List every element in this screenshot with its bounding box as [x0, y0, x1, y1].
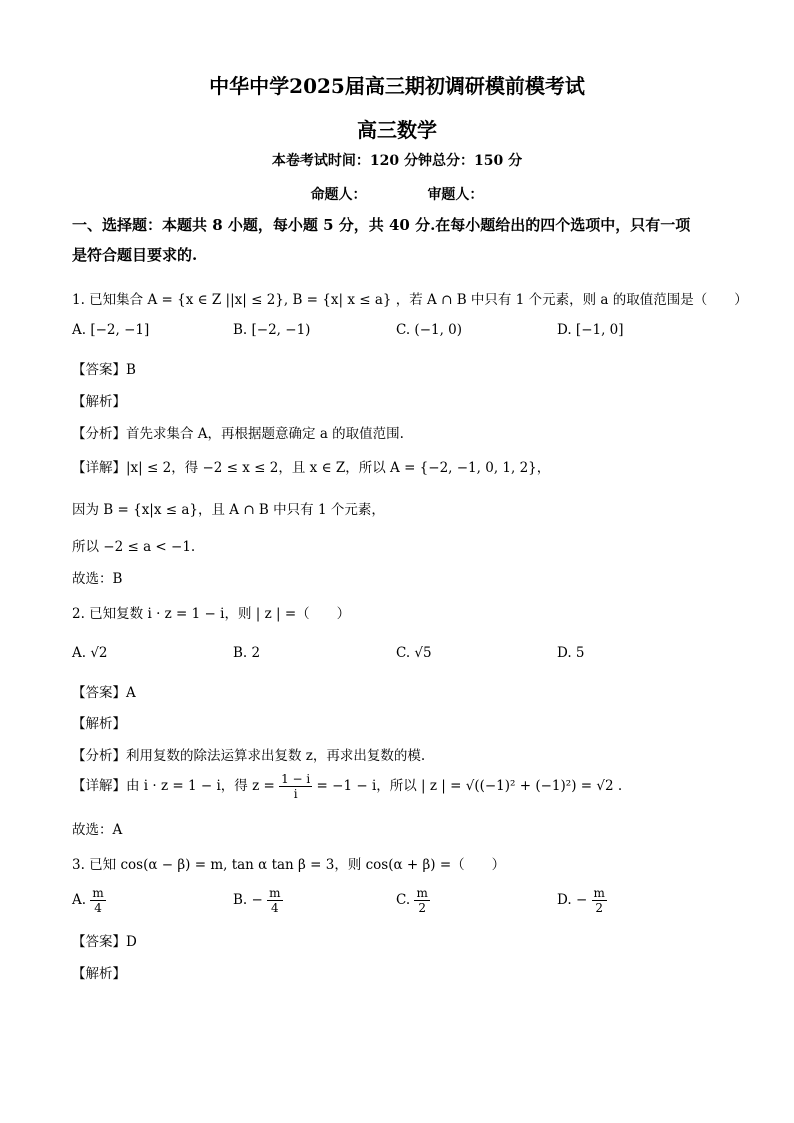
- q2-fraction-denominator: i: [293, 787, 298, 801]
- q3-option-d-label: D.: [557, 892, 572, 908]
- q1-choice: 故选：B: [72, 571, 123, 587]
- q1-xiangjie-line3: 所以 −2 ≤ a < −1.: [72, 539, 196, 555]
- q3-option-d-den: 2: [595, 901, 604, 915]
- exam-info: 本卷考试时间：120 分钟总分：150 分: [271, 153, 523, 169]
- q2-option-b: B. 2: [233, 645, 261, 661]
- question-1-stem: 1. 已知集合 A = {x ∈ Z ||x| ≤ 2}, B = {x| x ≤ a} ，若 A ∩ B 中只有 1 个元素，则 a 的取值范围是（ ）: [72, 292, 748, 308]
- q3-analysis-label: 【解析】: [72, 966, 126, 982]
- q2-xiangjie: [72, 772, 622, 801]
- q3-option-b-den: 4: [271, 901, 279, 915]
- q3-option-a-num: m: [92, 886, 104, 900]
- q3-option-b: [233, 886, 283, 915]
- page-subtitle: 高三数学: [357, 118, 437, 142]
- question-3-stem: 3. 已知 cos(α − β) = m, tan α tan β = 3，则 cos(α + β) =（ ）: [72, 857, 506, 873]
- q3-option-b-sign: −: [251, 892, 263, 908]
- q2-option-c: C. √5: [396, 645, 432, 661]
- q1-xiangjie-line2: 因为 B = {x|x ≤ a}，且 A ∩ B 中只有 1 个元素，: [72, 502, 385, 518]
- q2-fraction-numerator: 1 − i: [281, 772, 311, 786]
- q3-option-a: [72, 886, 106, 915]
- q2-analysis-label: 【解析】: [72, 716, 126, 732]
- q2-xiangjie-pre: 【详解】由 i · z = 1 − i，得 z =: [72, 778, 275, 794]
- q1-analysis-label: 【解析】: [72, 394, 126, 410]
- q2-choice: 故选：A: [72, 822, 123, 838]
- q2-xiangjie-post: = −1 − i，所以 | z | = √((−1)² + (−1)²) = √2 .: [316, 778, 623, 794]
- q1-answer: 【答案】B: [72, 362, 136, 378]
- section-heading: 一、选择题：本题共 8 小题，每小题 5 分，共 40 分.在每小题给出的四个选项中，只有一项: [72, 216, 691, 234]
- q2-fraction: [279, 772, 312, 801]
- q3-option-c: [396, 886, 430, 915]
- q3-option-c-fraction: [414, 886, 429, 915]
- authors-line: [0, 184, 794, 204]
- q2-option-d: D. 5: [557, 645, 585, 661]
- question-2-stem: 2. 已知复数 i · z = 1 − i，则 | z | =（ ）: [72, 606, 351, 622]
- q3-option-d-sign: −: [575, 892, 588, 908]
- page-title: 中华中学2025届高三期初调研模前模考试: [209, 74, 585, 98]
- q3-option-c-num: m: [416, 886, 428, 900]
- q3-option-c-den: 2: [418, 901, 426, 915]
- q1-xiangjie: 【详解】|x| ≤ 2，得 −2 ≤ x ≤ 2，且 x ∈ Z，所以 A = {−2, −1, 0, 1, 2}，: [72, 460, 551, 476]
- q3-answer: 【答案】D: [72, 934, 137, 950]
- author-label: 命题人：: [310, 187, 367, 203]
- q3-option-d-num: m: [593, 886, 605, 900]
- q1-fenxi: 【分析】首先求集合 A，再根据题意确定 a 的取值范围.: [72, 426, 404, 442]
- q3-option-d-fraction: [592, 886, 607, 915]
- q2-option-a: A. √2: [72, 645, 108, 661]
- section-heading-cont: 是符合题目要求的.: [72, 246, 198, 264]
- q3-option-a-fraction: [90, 886, 105, 915]
- q2-answer: 【答案】A: [72, 685, 136, 701]
- q3-option-a-label: A.: [72, 892, 87, 908]
- reviewer-label: 审题人：: [427, 187, 484, 203]
- q3-option-b-num: m: [269, 886, 281, 900]
- q3-option-b-fraction: [267, 886, 282, 915]
- q3-option-d: [557, 886, 607, 915]
- q3-option-c-label: C.: [396, 892, 411, 908]
- q3-option-b-label: B.: [233, 892, 248, 908]
- q1-option-b: B. [−2, −1): [233, 322, 311, 338]
- q1-option-c: C. (−1, 0): [396, 322, 463, 338]
- q1-option-a: A. [−2, −1]: [72, 322, 150, 338]
- q1-option-d: D. [−1, 0]: [557, 322, 624, 338]
- q3-option-a-den: 4: [94, 901, 102, 915]
- q2-fenxi: 【分析】利用复数的除法运算求出复数 z，再求出复数的模.: [72, 748, 426, 764]
